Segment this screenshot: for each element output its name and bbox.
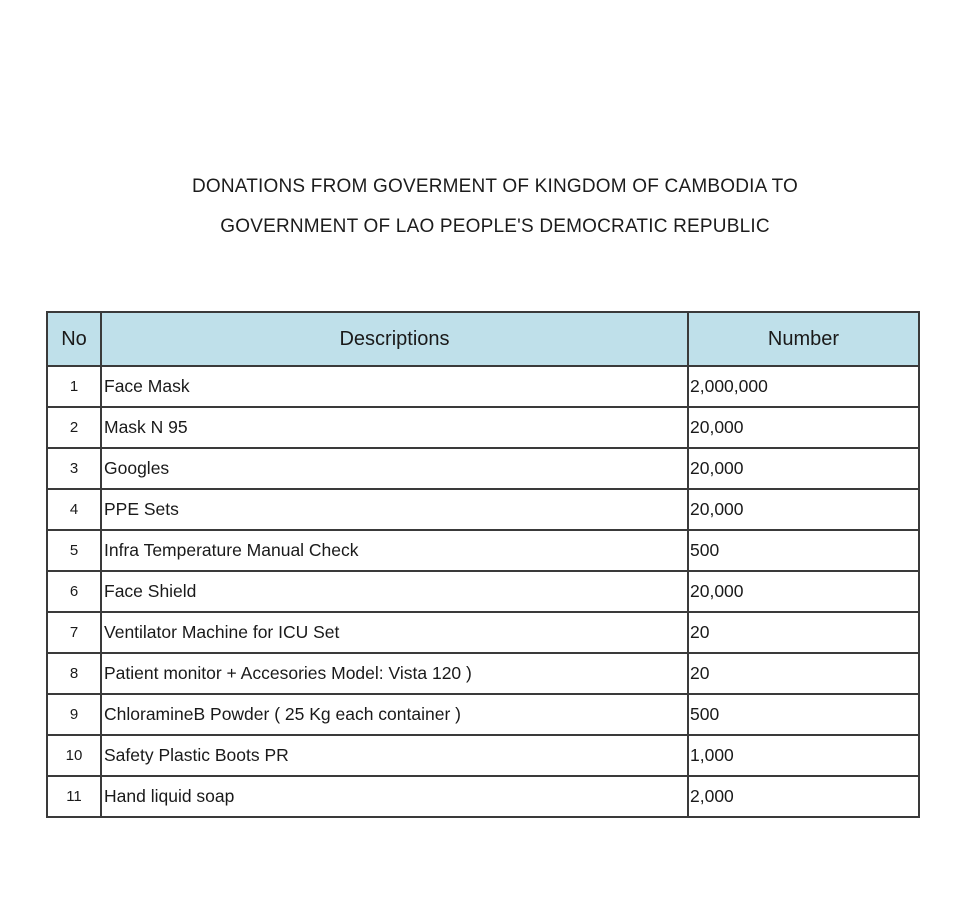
- description-cell: Face Mask: [101, 366, 688, 407]
- row-number-cell: 10: [47, 735, 101, 776]
- quantity-cell: 20,000: [688, 448, 919, 489]
- description-cell: Face Shield: [101, 571, 688, 612]
- quantity-cell: 20,000: [688, 571, 919, 612]
- description-cell: Safety Plastic Boots PR: [101, 735, 688, 776]
- column-header-number: Number: [688, 312, 919, 366]
- document-title-line-2: GOVERNMENT OF LAO PEOPLE'S DEMOCRATIC REPUBLIC: [220, 216, 770, 237]
- quantity-cell: 500: [688, 530, 919, 571]
- row-number-cell: 7: [47, 612, 101, 653]
- column-header-descriptions: Descriptions: [101, 312, 688, 366]
- description-cell: Hand liquid soap: [101, 776, 688, 817]
- table-row: [47, 489, 919, 530]
- description-cell: Ventilator Machine for ICU Set: [101, 612, 688, 653]
- table-row: [47, 776, 919, 817]
- table-row: [47, 612, 919, 653]
- description-cell: ChloramineB Powder ( 25 Kg each container ): [101, 694, 688, 735]
- table-row: [47, 366, 919, 407]
- description-cell: Infra Temperature Manual Check: [101, 530, 688, 571]
- table-row: [47, 448, 919, 489]
- row-number-cell: 9: [47, 694, 101, 735]
- column-header-no: No: [47, 312, 101, 366]
- table-header-row: [47, 312, 919, 366]
- row-number-cell: 6: [47, 571, 101, 612]
- quantity-cell: 20: [688, 612, 919, 653]
- row-number-cell: 8: [47, 653, 101, 694]
- document-title-line-1: DONATIONS FROM GOVERMENT OF KINGDOM OF CAMBODIA TO: [191, 176, 799, 197]
- table-row: [47, 407, 919, 448]
- table-row: [47, 530, 919, 571]
- quantity-cell: 20: [688, 653, 919, 694]
- quantity-cell: 2,000,000: [688, 366, 919, 407]
- table-row: [47, 571, 919, 612]
- row-number-cell: 11: [47, 776, 101, 817]
- description-cell: PPE Sets: [101, 489, 688, 530]
- row-number-cell: 5: [47, 530, 101, 571]
- table-row: [47, 735, 919, 776]
- quantity-cell: 20,000: [688, 407, 919, 448]
- quantity-cell: 2,000: [688, 776, 919, 817]
- row-number-cell: 1: [47, 366, 101, 407]
- row-number-cell: 3: [47, 448, 101, 489]
- donations-table: [46, 311, 920, 818]
- quantity-cell: 20,000: [688, 489, 919, 530]
- description-cell: Patient monitor + Accesories Model: Vista 120 ): [101, 653, 688, 694]
- quantity-cell: 500: [688, 694, 919, 735]
- description-cell: Mask N 95: [101, 407, 688, 448]
- row-number-cell: 2: [47, 407, 101, 448]
- row-number-cell: 4: [47, 489, 101, 530]
- quantity-cell: 1,000: [688, 735, 919, 776]
- table-row: [47, 694, 919, 735]
- description-cell: Googles: [101, 448, 688, 489]
- table-row: [47, 653, 919, 694]
